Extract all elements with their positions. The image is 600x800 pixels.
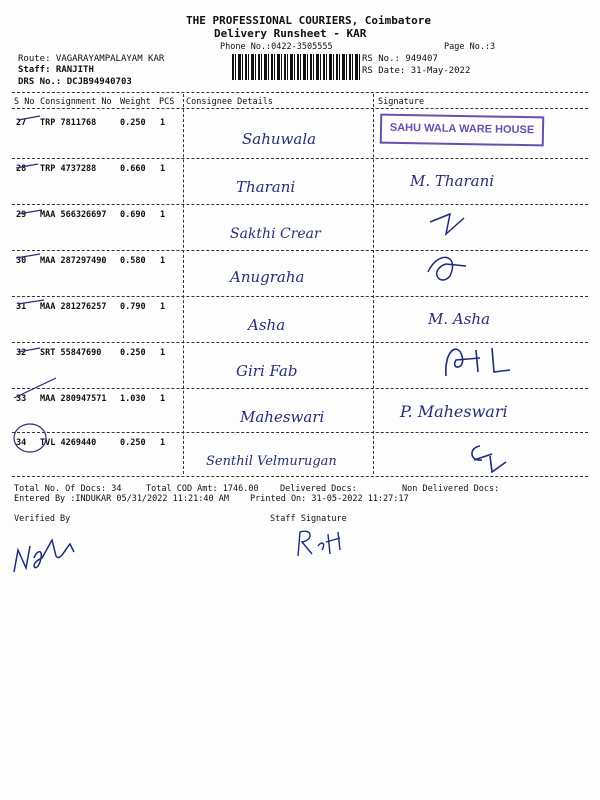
row-divider: [12, 250, 588, 251]
non-delivered-docs: Non Delivered Docs:: [402, 484, 500, 494]
signature-scribbles: [420, 210, 480, 290]
col-pcs: PCS: [159, 97, 175, 107]
row-consignee: Maheswari: [240, 408, 325, 426]
row-consignment: MAA 281276257: [40, 302, 107, 312]
row-weight: 0.790: [120, 302, 146, 312]
printed-on: Printed On: 31-05-2022 11:27:17: [250, 494, 409, 504]
verified-by-label: Verified By: [14, 514, 71, 524]
row-pcs: 1: [160, 302, 166, 312]
rs-number: RS No.: 949407: [362, 54, 438, 64]
row-consignee: Asha: [248, 316, 286, 334]
divider-consignee: [183, 94, 184, 474]
row-consignee: Anugraha: [230, 268, 305, 286]
row-consignee: Tharani: [236, 178, 296, 196]
row-sno: 28: [16, 164, 27, 174]
row-sno: 31: [16, 302, 27, 312]
row-divider: [12, 388, 588, 389]
divider-signature: [373, 94, 374, 474]
row-consignment: TVL 4269440: [40, 438, 97, 448]
row-weight: 0.250: [120, 348, 146, 358]
staff: Staff: RANJITH: [18, 65, 94, 75]
row-sno: 32: [16, 348, 27, 358]
row-consignee: Giri Fab: [236, 362, 298, 380]
total-cod: Total COD Amt: 1746.00: [146, 484, 259, 494]
table-top-rule: [12, 92, 588, 93]
row-weight: 0.250: [120, 118, 146, 128]
phone-number: Phone No.:0422-3505555: [220, 42, 333, 52]
row-sno: 34: [16, 438, 27, 448]
company-stamp: SAHU WALA WARE HOUSE: [380, 114, 544, 147]
row-weight: 0.250: [120, 438, 146, 448]
signature-scribbles: [440, 340, 520, 380]
route: Route: VAGARAYAMPALAYAM KAR: [18, 54, 165, 64]
row-pcs: 1: [160, 164, 166, 174]
tick-marks: [10, 108, 90, 468]
row-sno: 27: [16, 118, 27, 128]
signature-scribbles: [462, 440, 512, 476]
row-signature: M. Asha: [428, 310, 491, 328]
row-divider: [12, 296, 588, 297]
page-number: Page No.:3: [444, 42, 496, 52]
row-sno: 30: [16, 256, 27, 266]
row-pcs: 1: [160, 256, 166, 266]
col-weight: Weight: [120, 97, 151, 107]
row-signature: M. Tharani: [410, 172, 495, 190]
company-title: THE PROFESSIONAL COURIERS, Coimbatore: [186, 14, 432, 27]
row-sno: 33: [16, 394, 27, 404]
row-signature: P. Maheswari: [400, 402, 508, 421]
rs-date: RS Date: 31-May-2022: [362, 66, 471, 76]
row-divider: [12, 432, 588, 433]
verifier-signature: [8, 528, 88, 578]
entered-by: Entered By :INDUKAR 05/31/2022 11:21:40 AM: [14, 494, 229, 504]
row-pcs: 1: [160, 210, 166, 220]
row-consignment: MAA 566326697: [40, 210, 107, 220]
row-sno: 29: [16, 210, 27, 220]
barcode: [232, 54, 360, 80]
row-pcs: 1: [160, 438, 166, 448]
row-pcs: 1: [160, 348, 166, 358]
row-consignee: Senthil Velmurugan: [206, 454, 337, 469]
drs-number: DRS No.: DCJB94940703: [18, 77, 132, 87]
row-weight: 0.690: [120, 210, 146, 220]
table-bottom-rule: [12, 476, 588, 477]
row-consignment: SRT 55847690: [40, 348, 102, 358]
row-weight: 0.660: [120, 164, 146, 174]
row-consignee: Sakthi Crear: [230, 226, 321, 242]
row-divider: [12, 158, 588, 159]
col-consignment: Consignment No: [40, 97, 112, 107]
row-weight: 1.030: [120, 394, 146, 404]
row-consignment: TRP 4737288: [40, 164, 97, 174]
col-consignee: Consignee Details: [186, 97, 273, 107]
row-consignment: MAA 287297490: [40, 256, 107, 266]
row-pcs: 1: [160, 118, 166, 128]
row-divider: [12, 204, 588, 205]
col-signature: Signature: [378, 97, 425, 107]
row-pcs: 1: [160, 394, 166, 404]
staff-signature: [292, 526, 352, 560]
row-consignment: TRP 7811768: [40, 118, 97, 128]
header-rule: [12, 108, 588, 109]
runsheet-subtitle: Delivery Runsheet - KAR: [214, 27, 367, 40]
delivered-docs: Delivered Docs:: [280, 484, 357, 494]
row-consignment: MAA 280947571: [40, 394, 107, 404]
staff-signature-label: Staff Signature: [270, 514, 347, 524]
row-consignee: Sahuwala: [242, 130, 317, 148]
col-sno: S No: [14, 97, 35, 107]
total-docs: Total No. Of Docs: 34: [14, 484, 122, 494]
row-weight: 0.580: [120, 256, 146, 266]
